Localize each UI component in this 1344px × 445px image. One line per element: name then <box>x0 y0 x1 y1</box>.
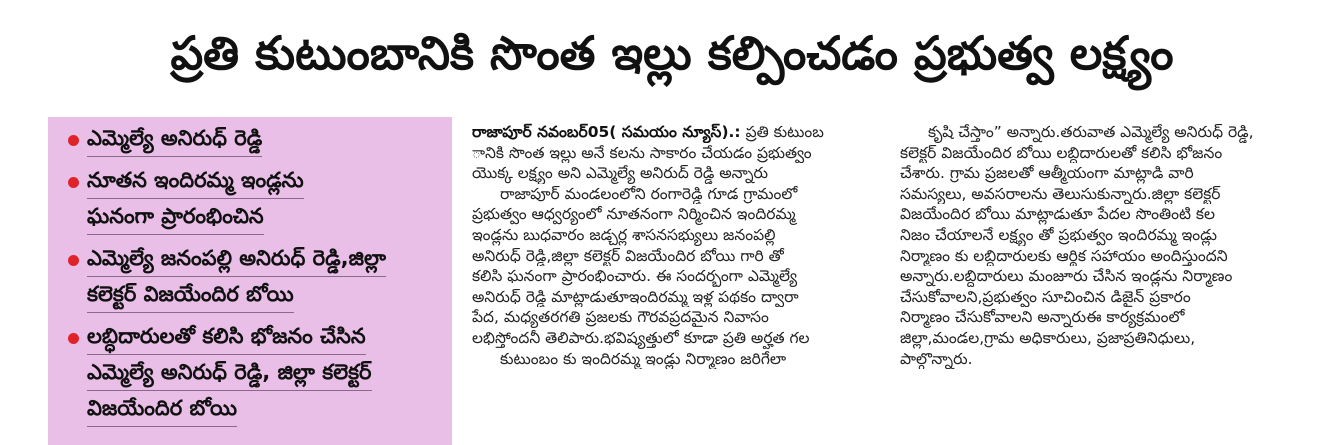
highlight-item <box>68 121 452 157</box>
article-line: ప్రభుత్వం ఆధ్వర్యంలో నూతనంగా నిర్మించిన ఇందిరమ్మ <box>472 205 796 224</box>
highlight-item <box>68 241 452 313</box>
highlight-line: లబ్ధిదారులతో కలిసి భోజనం చేసిన <box>87 319 366 355</box>
article-first-line <box>472 122 884 143</box>
article-line: రాజాపూర్ మండలంలోని రంగారెడ్డి గూడ గ్రామంలో <box>500 184 798 203</box>
article-line: కలిసి ఘనంగా ప్రారంభించారు. ఈ సందర్భంగా ఎమ్మెల్యే <box>472 267 798 286</box>
highlight-item <box>68 163 452 235</box>
article-line: అనిరుధ్ రెడ్డి,జిల్లా కలెక్టర్ విజయేందిర బోయి గారి తో <box>472 246 784 265</box>
article-line: సమస్యలు, అవసరాలను తెలుసుకున్నారు.జిల్లా కలెక్టర్ <box>900 184 1221 203</box>
article-column-1 <box>472 122 884 369</box>
article-line: అనిరుధ్ రెడ్డి మాట్లాడుతూఇందిరమ్మ ఇళ్ల పథకం ద్వారా <box>472 287 799 306</box>
bullet-icon <box>68 333 79 344</box>
article-line: చేశారు. గ్రామ ప్రజలతో ఆత్మీయంగా మాట్లాడి వారి <box>900 164 1194 183</box>
highlight-line: ఎమ్మెల్యే జనంపల్లి అనిరుధ్ రెడ్డి,జిల్లా <box>87 241 386 277</box>
highlight-item <box>68 319 452 427</box>
article-line: పాల్గొన్నారు. <box>900 349 973 368</box>
article-line: లభిస్తోందనీ తెలిపారు.భవిష్యత్తులో కూడా ప్రతి అర్హత గల <box>472 328 810 347</box>
article-line: యొక్క లక్ష్యం అని ఎమ్మెల్యే అనిరుద్ రెడ్డి అన్నారు <box>472 164 769 183</box>
highlight-line: నూతన ఇందిరమ్మ ఇండ్లను <box>87 163 304 199</box>
article-text: ప్రతి కుటుంబ <box>745 123 824 141</box>
highlight-line: కలెక్టర్ విజయేందిర బోయి <box>87 277 294 313</box>
article-line: కృషి చేస్తాం” అన్నారు.తరువాత ఎమ్మెల్యే అనిరుధ్ రెడ్డి, <box>928 123 1254 141</box>
article-line: చేసుకోవాలని,ప్రభుత్వం సూచించిన డిజైన్ ప్రకారం <box>900 287 1191 306</box>
article-line: జిల్లా,మండల,గ్రామ అధికారులు, ప్రజాప్రతినిధులు, <box>900 328 1196 347</box>
headline: ప్రతి కుటుంబానికి సొంత ఇల్లు కల్పించడం ప్రభుత్వ లక్ష్యం <box>170 26 1174 80</box>
article-line: ఇండ్లను బుధవారం జడ్చర్ల శాసనసభ్యులు జనంపల్లి <box>472 225 776 244</box>
article-line: కలెక్టర్ విజయేందిర బోయి లబ్దిదారులతో కలిసి భోజనం <box>900 143 1223 162</box>
highlight-line: విజయేందిర బోయి <box>87 391 237 427</box>
article-line: అన్నారు.లబ్దిదారులు మంజూరు చేసిన ఇండ్లను నిర్మాణం <box>900 267 1233 286</box>
article-line: ానికి సొంత ఇల్లు అనే కలను సాకారం చేయడం ప్రభుత్వం <box>472 143 812 162</box>
highlight-line: ఎమ్మెల్యే అనిరుధ్ రెడ్డి, జిల్లా కలెక్టర్ <box>87 355 372 391</box>
article-line: నిర్మాణం చేసుకోవాలని అన్నారుఈ కార్యక్రమంలో <box>900 308 1185 327</box>
article-line: కుటుంబం కు ఇందిరమ్మ ఇండ్లు నిర్మాణం జరిగేలా <box>500 349 787 368</box>
article-line: విజయేందిర బోయి మాట్లాడుతూ పేదల సొంతింటి కల <box>900 205 1215 224</box>
article-column-2 <box>900 122 1312 369</box>
dateline: రాజాపూర్ నవంబర్05( సమయం న్యూస్).: <box>472 123 741 141</box>
highlight-line: ఘనంగా ప్రారంభించిన <box>87 199 264 235</box>
article-line: నిర్మాణం కు లబ్దిదారులకు ఆర్థిక సహాయం అందిస్తుందని <box>900 246 1228 265</box>
highlight-line: ఎమ్మెల్యే అనిరుధ్ రెడ్డి <box>87 121 262 157</box>
bullet-icon <box>68 135 79 146</box>
highlights-box <box>48 117 452 445</box>
bullet-icon <box>68 177 79 188</box>
article-line: పేద, మధ్యతరగతి ప్రజలకు గౌరవప్రదమైన నివాసం <box>472 308 769 327</box>
article-line: నిజం చేయాలనే లక్ష్యం తో ప్రభుత్వం ఇందిరమ్మ ఇండ్లు <box>900 225 1217 244</box>
bullet-icon <box>68 255 79 266</box>
